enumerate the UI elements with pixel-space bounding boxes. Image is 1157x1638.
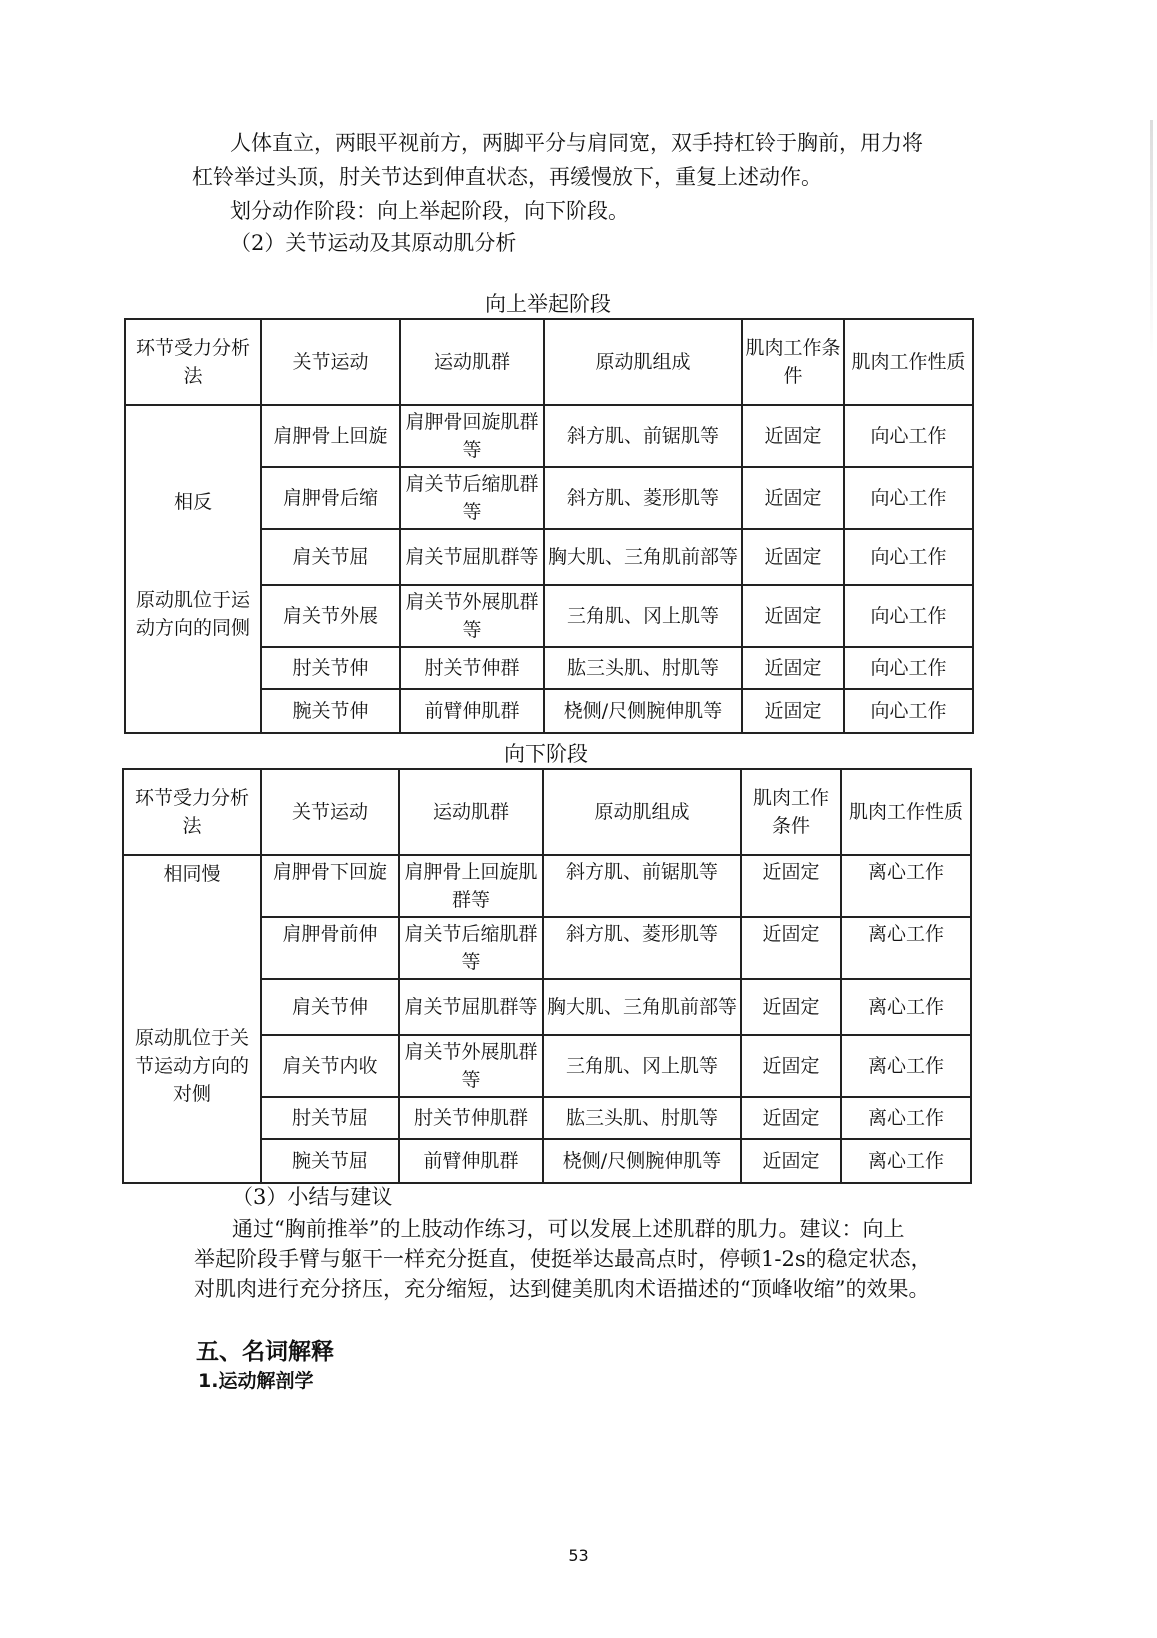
page-edge-shadow bbox=[1150, 120, 1153, 360]
table-cell: 离心工作 bbox=[841, 979, 971, 1035]
header-cell: 环节受力分析法 bbox=[123, 769, 261, 855]
header-cell: 肌肉工作性质 bbox=[844, 319, 973, 405]
table-cell: 肩关节屈 bbox=[261, 529, 400, 585]
header-cell: 原动肌组成 bbox=[544, 319, 742, 405]
table-header-row bbox=[125, 319, 973, 405]
table-downward-phase bbox=[122, 768, 972, 1184]
table-cell: 肘关节伸群 bbox=[400, 647, 544, 689]
table-cell: 斜方肌、前锯肌等 bbox=[544, 405, 742, 467]
table-cell: 胸大肌、三角肌前部等 bbox=[544, 529, 742, 585]
header-cell: 肌肉工作条件 bbox=[742, 319, 844, 405]
section-subheading-2: （2）关节运动及其原动肌分析 bbox=[230, 231, 517, 255]
table-cell: 近固定 bbox=[742, 689, 844, 733]
summary-line-1: 通过“胸前推举”的上肢动作练习，可以发展上述肌群的肌力。建议：向上 bbox=[232, 1217, 905, 1241]
merged-cell-line-1: 相同慢 bbox=[163, 863, 221, 885]
table-cell: 近固定 bbox=[742, 467, 844, 529]
table-cell: 三角肌、冈上肌等 bbox=[543, 1035, 741, 1097]
table1-title: 向上举起阶段 bbox=[485, 292, 611, 316]
table-cell: 向心工作 bbox=[844, 647, 973, 689]
table-cell: 肩关节内收 bbox=[261, 1035, 399, 1097]
table-row bbox=[123, 855, 971, 917]
table-cell: 肩胛骨后缩 bbox=[261, 467, 400, 529]
table-cell: 近固定 bbox=[741, 917, 841, 979]
summary-heading: （3）小结与建议 bbox=[232, 1185, 393, 1209]
term-item-1: 1.运动解剖学 bbox=[198, 1370, 314, 1392]
table-cell: 近固定 bbox=[741, 1097, 841, 1139]
table-cell: 向心工作 bbox=[844, 529, 973, 585]
header-cell: 肌肉工作性质 bbox=[841, 769, 971, 855]
table2-title: 向下阶段 bbox=[504, 742, 588, 766]
table-cell: 近固定 bbox=[742, 405, 844, 467]
table-cell: 向心工作 bbox=[844, 405, 973, 467]
table-cell: 近固定 bbox=[741, 1139, 841, 1183]
table-cell: 近固定 bbox=[742, 585, 844, 647]
table-cell: 腕关节屈 bbox=[261, 1139, 399, 1183]
table-upward-phase bbox=[124, 318, 974, 734]
table-cell: 向心工作 bbox=[844, 585, 973, 647]
table-cell: 肩胛骨下回旋 bbox=[261, 855, 399, 917]
table-cell: 肩关节后缩肌群等 bbox=[400, 467, 544, 529]
table-cell: 腕关节伸 bbox=[261, 689, 400, 733]
page-number: 53 bbox=[568, 1546, 589, 1565]
table-cell: 肩胛骨回旋肌群等 bbox=[400, 405, 544, 467]
table-cell: 肩胛骨上回旋 bbox=[261, 405, 400, 467]
table-header-row bbox=[123, 769, 971, 855]
merged-cell-line-2: 原动肌位于关节运动方向的对侧 bbox=[134, 1027, 249, 1105]
table-cell: 三角肌、冈上肌等 bbox=[544, 585, 742, 647]
table-cell: 近固定 bbox=[741, 855, 841, 917]
table-cell: 肩关节外展 bbox=[261, 585, 400, 647]
merged-cell-line-1: 相反 bbox=[173, 491, 212, 513]
table-row bbox=[125, 405, 973, 467]
table-cell: 肩胛骨上回旋肌群等 bbox=[399, 855, 543, 917]
table-cell: 近固定 bbox=[741, 979, 841, 1035]
section-heading: 五、名词解释 bbox=[196, 1339, 334, 1365]
table-cell: 向心工作 bbox=[844, 467, 973, 529]
header-cell: 环节受力分析法 bbox=[125, 319, 261, 405]
table-cell: 肩关节后缩肌群等 bbox=[399, 917, 543, 979]
table-cell: 肱三头肌、肘肌等 bbox=[543, 1097, 741, 1139]
header-cell: 关节运动 bbox=[261, 769, 399, 855]
summary-line-3: 对肌肉进行充分挤压，充分缩短，达到健美肌肉术语描述的“顶峰收缩”的效果。 bbox=[194, 1277, 930, 1301]
intro-line-1: 人体直立，两眼平视前方，两脚平分与肩同宽，双手持杠铃于胸前，用力将 bbox=[230, 131, 923, 155]
intro-line-3: 划分动作阶段：向上举起阶段，向下阶段。 bbox=[230, 199, 629, 223]
table-cell: 离心工作 bbox=[841, 917, 971, 979]
table-cell: 前臂伸肌群 bbox=[399, 1139, 543, 1183]
merged-cell-line-2: 原动肌位于运动方向的同侧 bbox=[135, 589, 250, 639]
table-cell: 肘关节伸肌群 bbox=[399, 1097, 543, 1139]
table-cell: 肩关节外展肌群等 bbox=[399, 1035, 543, 1097]
table-cell: 斜方肌、菱形肌等 bbox=[544, 467, 742, 529]
table-cell: 离心工作 bbox=[841, 1097, 971, 1139]
table-cell: 桡侧/尺侧腕伸肌等 bbox=[544, 689, 742, 733]
summary-line-2: 举起阶段手臂与躯干一样充分挺直，使挺举达最高点时，停顿1-2s的稳定状态， bbox=[194, 1247, 932, 1271]
header-cell: 运动肌群 bbox=[399, 769, 543, 855]
table-cell: 肘关节屈 bbox=[261, 1097, 399, 1139]
merged-analysis-cell bbox=[123, 855, 261, 1183]
table-cell: 离心工作 bbox=[841, 855, 971, 917]
table-cell: 斜方肌、前锯肌等 bbox=[543, 855, 741, 917]
intro-line-2: 杠铃举过头顶，肘关节达到伸直状态，再缓慢放下，重复上述动作。 bbox=[192, 165, 822, 189]
table-cell: 前臂伸肌群 bbox=[400, 689, 544, 733]
header-cell: 运动肌群 bbox=[400, 319, 544, 405]
header-cell: 原动肌组成 bbox=[543, 769, 741, 855]
table-cell: 肱三头肌、肘肌等 bbox=[544, 647, 742, 689]
table-cell: 肩关节屈肌群等 bbox=[400, 529, 544, 585]
table-cell: 近固定 bbox=[742, 647, 844, 689]
table-cell: 肩胛骨前伸 bbox=[261, 917, 399, 979]
table-cell: 斜方肌、菱形肌等 bbox=[543, 917, 741, 979]
table-cell: 桡侧/尺侧腕伸肌等 bbox=[543, 1139, 741, 1183]
table-cell: 肘关节伸 bbox=[261, 647, 400, 689]
table-cell: 肩关节外展肌群等 bbox=[400, 585, 544, 647]
table-cell: 向心工作 bbox=[844, 689, 973, 733]
table-cell: 离心工作 bbox=[841, 1139, 971, 1183]
table-cell: 胸大肌、三角肌前部等 bbox=[543, 979, 741, 1035]
table-cell: 肩关节屈肌群等 bbox=[399, 979, 543, 1035]
header-cell: 关节运动 bbox=[261, 319, 400, 405]
merged-analysis-cell bbox=[125, 405, 261, 733]
table-cell: 近固定 bbox=[742, 529, 844, 585]
table-cell: 离心工作 bbox=[841, 1035, 971, 1097]
table-cell: 肩关节伸 bbox=[261, 979, 399, 1035]
header-cell: 肌肉工作条件 bbox=[741, 769, 841, 855]
table-cell: 近固定 bbox=[741, 1035, 841, 1097]
